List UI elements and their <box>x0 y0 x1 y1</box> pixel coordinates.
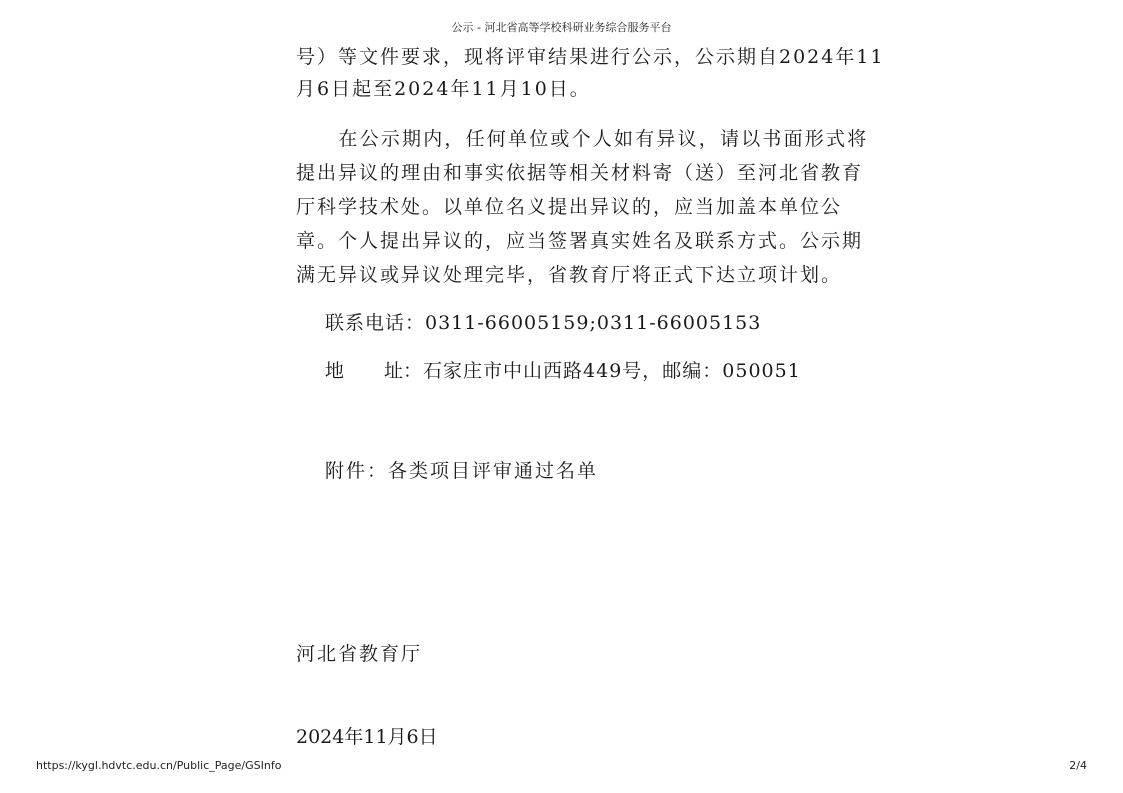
address-label-start: 地 <box>325 360 345 382</box>
address-label <box>325 356 403 386</box>
paragraph-line-6: 章。个人提出异议的，应当签署真实姓名及联系方式。公示期 <box>296 230 864 252</box>
paragraph-line-3: 在公示期内，任何单位或个人如有异议，请以书面形式将 <box>296 128 869 150</box>
footer-page-number: 2/4 <box>1069 759 1087 772</box>
attachment-line: 附件：各类项目评审通过名单 <box>325 460 599 482</box>
contact-address <box>325 356 801 386</box>
contact-phone: 联系电话：0311-66005159;0311-66005153 <box>325 312 762 334</box>
paragraph-line-2: 月6日起至2024年11月10日。 <box>296 78 591 100</box>
print-header-title: 公示 - 河北省高等学校科研业务综合服务平台 <box>451 21 672 34</box>
paragraph-line-5: 厅科学技术处。以单位名义提出异议的，应当加盖本单位公 <box>296 196 843 218</box>
address-value: ：石家庄市中山西路449号，邮编：050051 <box>403 360 801 382</box>
paragraph-line-1: 号）等文件要求，现将评审结果进行公示，公示期自2024年11 <box>296 46 885 68</box>
paragraph-line-4: 提出异议的理由和事实依据等相关材料寄（送）至河北省教育 <box>296 162 864 184</box>
address-label-end: 址 <box>384 360 404 382</box>
issue-date: 2024年11月6日 <box>296 726 438 748</box>
issuing-organization: 河北省教育厅 <box>296 643 423 665</box>
paragraph-line-7: 满无异议或异议处理完毕，省教育厅将正式下达立项计划。 <box>296 264 843 286</box>
footer-url: https://kygl.hdvtc.edu.cn/Public_Page/GSInfo <box>36 759 282 772</box>
